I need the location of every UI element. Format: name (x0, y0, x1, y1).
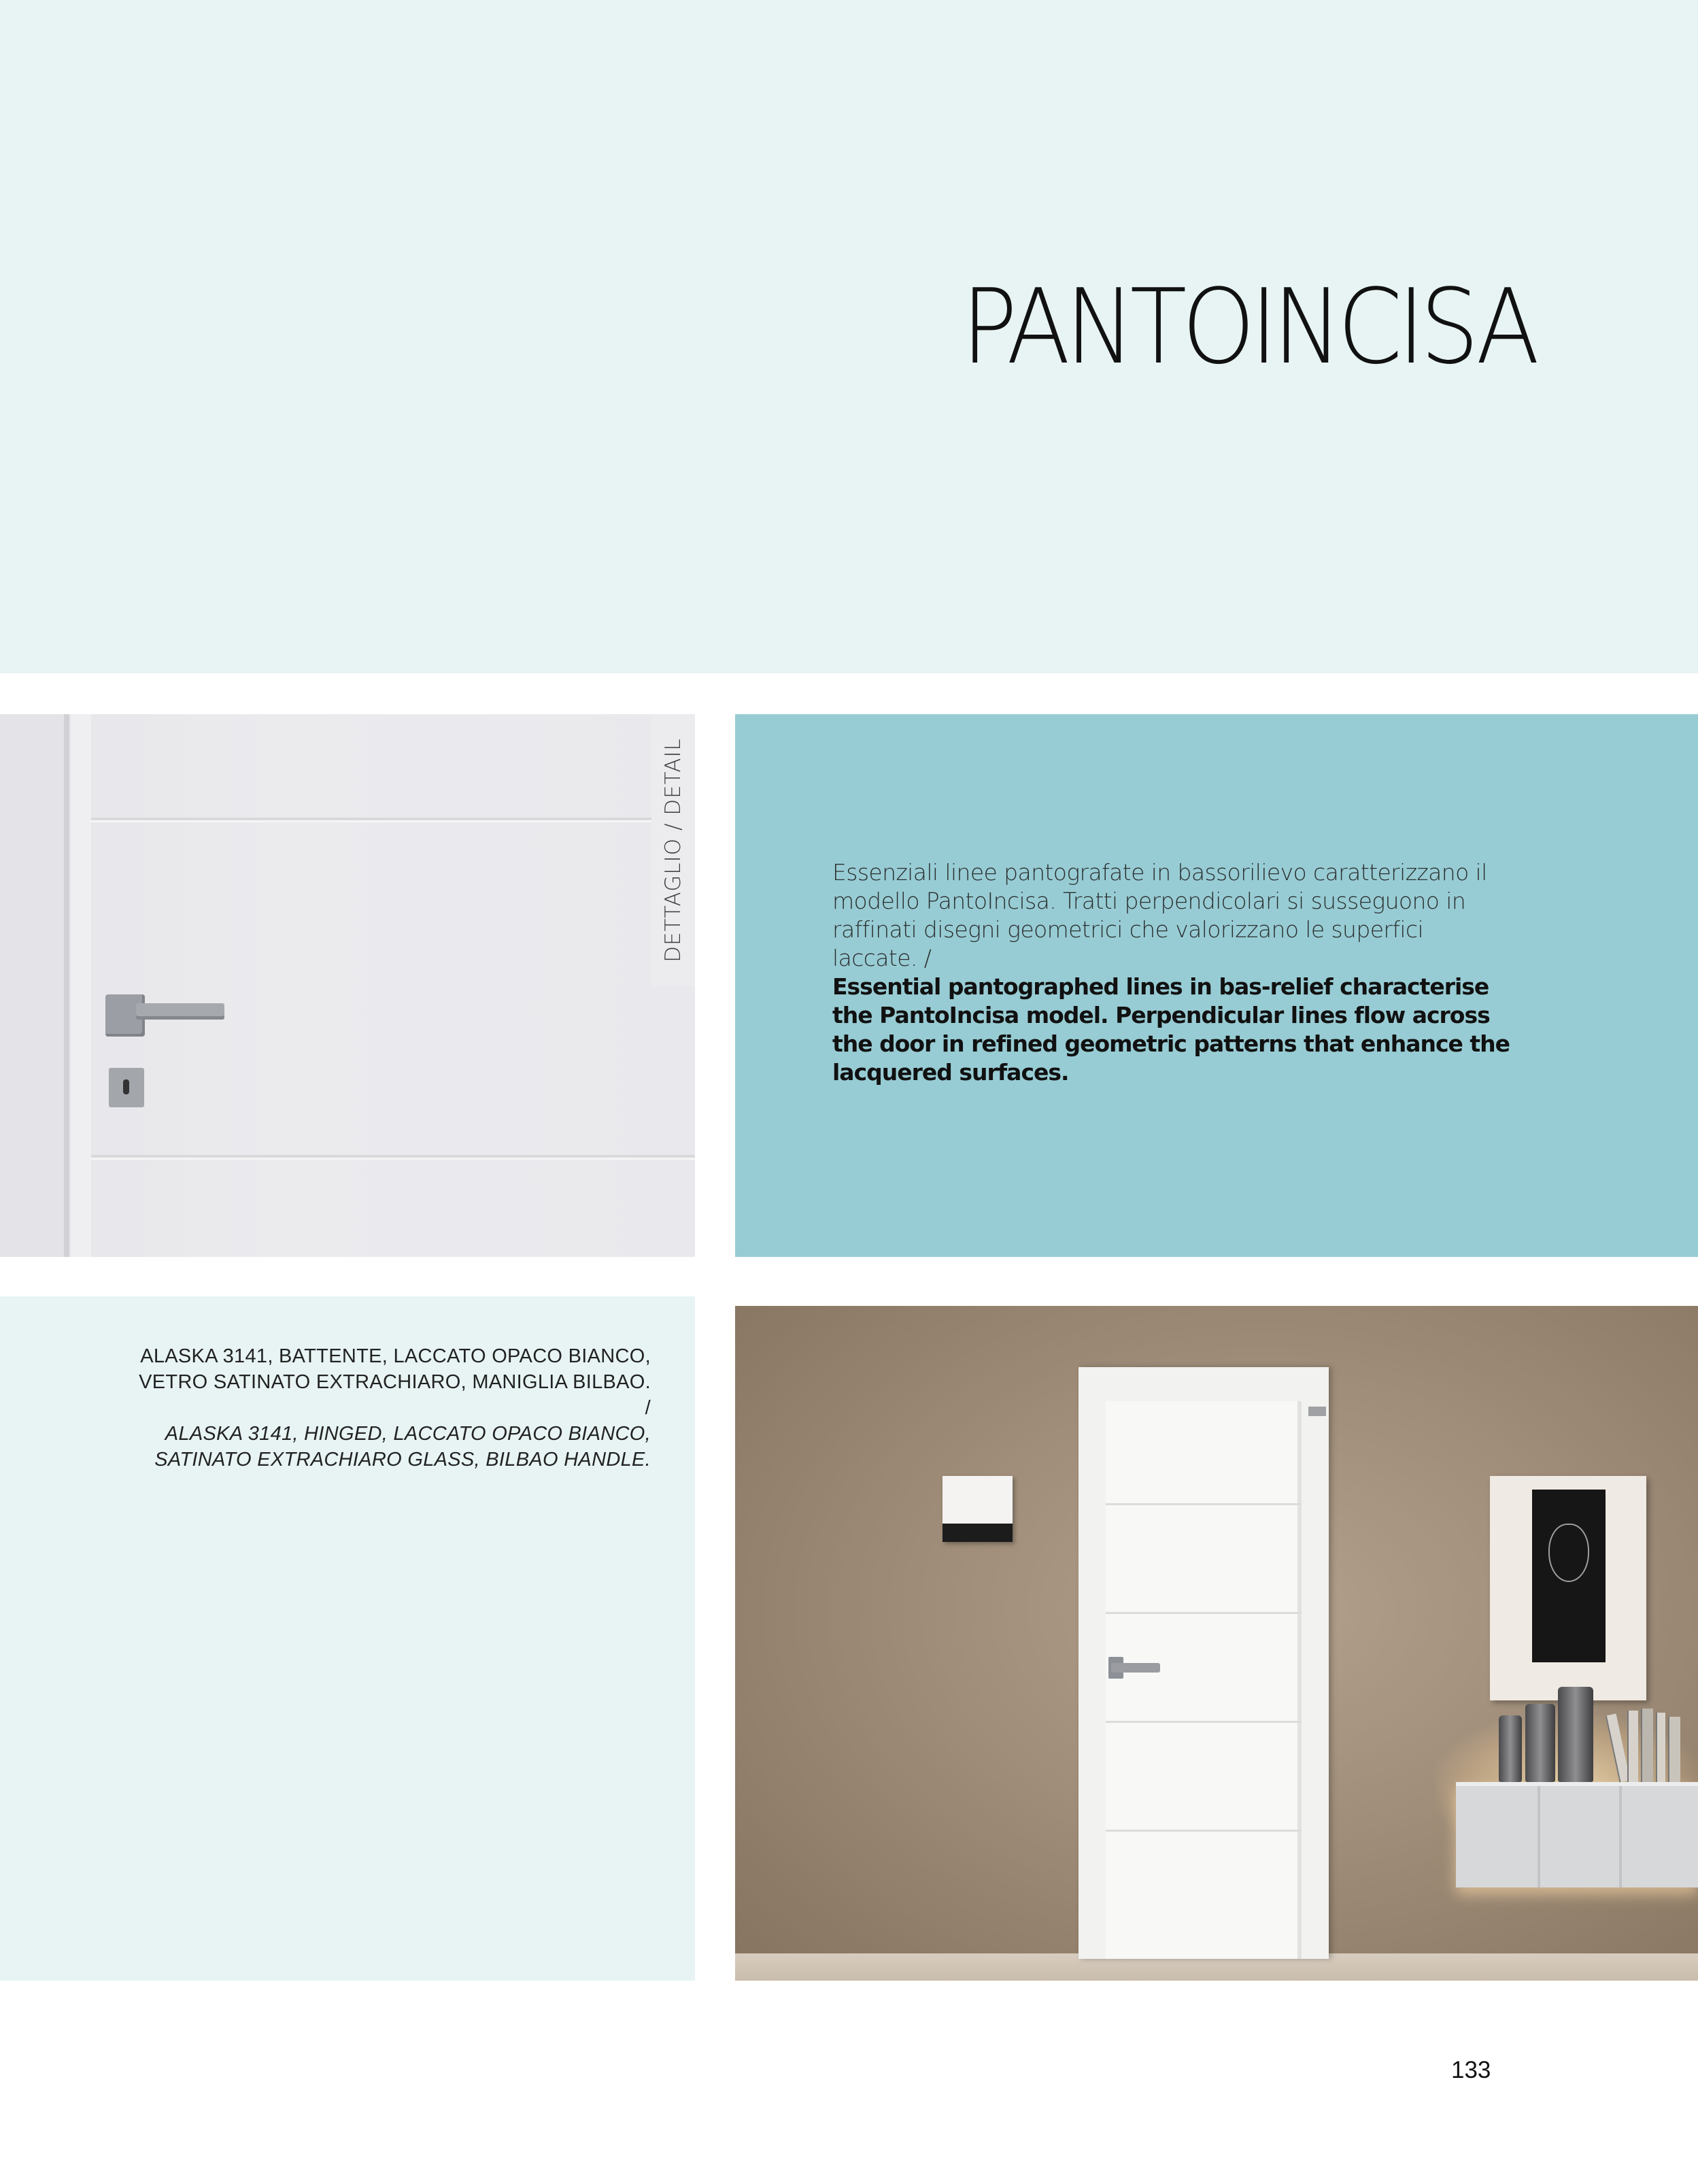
description-english: Essential pantographed lines in bas-relief characterise the PantoIncisa model. Perpendicular lines flow across the door in refined geometric patterns that enhance the lacquered surfaces. (832, 973, 1510, 1086)
shelf-door-gap (1538, 1786, 1540, 1887)
caption-italian: ALASKA 3141, BATTENTE, LACCATO OPACO BIANCO, VETRO SATINATO EXTRACHIARO, MANIGLIA BILBAO. / (139, 1345, 651, 1419)
detail-label: DETTAGLIO / DETAIL (661, 738, 685, 962)
handle-lever (136, 1003, 224, 1020)
description-italian: Essenziali linee pantografate in bassorilievo caratterizzano il modello PantoIncisa. Tratti perpendicolari si susseguono in raffinati disegni geometrici che valorizzano le superfici laccate. / (832, 859, 1487, 971)
vase (1558, 1687, 1593, 1782)
shelf-door-gap (1619, 1786, 1622, 1887)
artwork-face-drawing (1548, 1524, 1589, 1582)
product-caption (134, 1343, 651, 1473)
door-groove (1106, 1503, 1302, 1505)
door-groove (91, 818, 695, 820)
book (1656, 1713, 1665, 1782)
door-groove (1106, 1612, 1302, 1614)
book (1641, 1709, 1653, 1782)
wall-shelf (1456, 1782, 1698, 1887)
wall-shelf-top (1456, 1782, 1698, 1786)
wall-box-bottom (943, 1524, 1013, 1542)
door-groove (1106, 1721, 1302, 1723)
door-frame (0, 714, 68, 1257)
book (1668, 1717, 1680, 1782)
keyhole-icon (123, 1079, 129, 1094)
door-frame-edge (71, 714, 91, 1257)
door-leaf (1106, 1401, 1302, 1959)
description-text (832, 858, 1512, 1087)
page-number: 133 (1451, 2057, 1491, 2083)
detail-photo (0, 714, 695, 1257)
door-hinge (1308, 1407, 1326, 1416)
door-handle (1111, 1663, 1160, 1673)
book (1627, 1711, 1638, 1782)
door-groove (91, 1155, 695, 1158)
page-title: PANTOINCISA (961, 267, 1535, 387)
door-frame-edge (64, 714, 69, 1257)
vase (1499, 1715, 1522, 1782)
room-photo (735, 1306, 1698, 1981)
caption-english: ALASKA 3141, HINGED, LACCATO OPACO BIANCO, SATINATO EXTRACHIARO GLASS, BILBAO HANDLE. (154, 1423, 651, 1471)
door-groove (1106, 1830, 1302, 1832)
vase (1525, 1704, 1555, 1782)
